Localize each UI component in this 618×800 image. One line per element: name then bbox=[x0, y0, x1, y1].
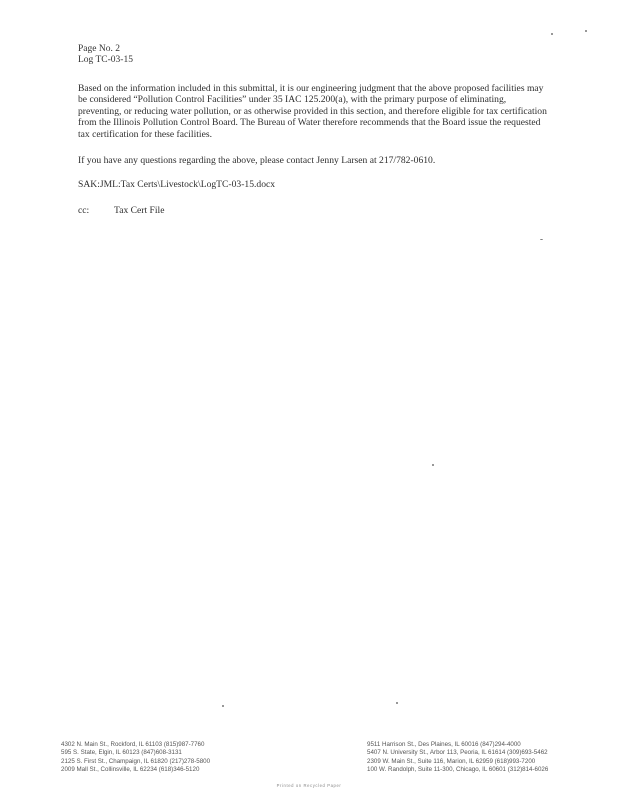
page-number: Page No. 2 bbox=[78, 44, 120, 54]
contact-paragraph: If you have any questions regarding the above, please contact Jenny Larsen at 217/782-0610. bbox=[78, 155, 436, 166]
log-number: Log TC-03-15 bbox=[78, 55, 133, 65]
footer-address: 9511 Harrison St., Des Plaines, IL 60016 (847)294-4000 bbox=[367, 741, 521, 748]
footer-addresses-left bbox=[61, 741, 210, 775]
cc-value: Tax Cert File bbox=[114, 205, 165, 216]
scan-speck bbox=[551, 33, 553, 35]
footer-address: 5407 N. University St., Arbor 113, Peoria, IL 61614 (309)693-5462 bbox=[367, 749, 548, 757]
scan-speck bbox=[222, 705, 224, 707]
footer-address: 4302 N. Main St., Rockford, IL 61103 (815)987-7760 bbox=[61, 741, 205, 748]
file-reference: SAK:JML:Tax Certs\Livestock\LogTC-03-15.docx bbox=[78, 179, 276, 190]
footer-address: 595 S. State, Elgin, IL 60123 (847)608-3131 bbox=[61, 749, 182, 757]
scan-speck bbox=[585, 30, 587, 32]
cc-label: cc: bbox=[78, 205, 90, 216]
recommendation-paragraph: Based on the information included in this submittal, it is our engineering judgment that the above proposed facilities may be considered “Pollution Control Facilities” under 35 IAC 125.200(a), with the primary purpose of eliminating, preventing, or reducing water pollution, or as otherwise provided in this section, and therefore eligible for tax certification from the Illinois Pollution Control Board. The Bureau of Water therefore recommends that the Board issue the requested tax certification for these facilities. bbox=[78, 83, 547, 140]
recycled-paper-note: Printed on Recycled Paper bbox=[276, 783, 342, 788]
footer-addresses-right bbox=[367, 741, 548, 775]
scan-speck bbox=[396, 702, 398, 704]
cc-line bbox=[78, 205, 164, 216]
footer-address: 2309 W. Main St., Suite 116, Marion, IL 62959 (618)993-7200 bbox=[367, 757, 536, 765]
page-header bbox=[78, 44, 133, 66]
footer-address: 100 W. Randolph, Suite 11-300, Chicago, IL 60601 (312)814-6026 bbox=[367, 766, 549, 774]
footer-address: 2125 S. First St., Champaign, IL 61820 (217)278-5800 bbox=[61, 757, 211, 765]
scan-speck bbox=[432, 464, 434, 466]
footer-address: 2009 Mall St., Collinsville, IL 62234 (618)346-5120 bbox=[61, 766, 200, 774]
scan-speck bbox=[540, 239, 543, 240]
